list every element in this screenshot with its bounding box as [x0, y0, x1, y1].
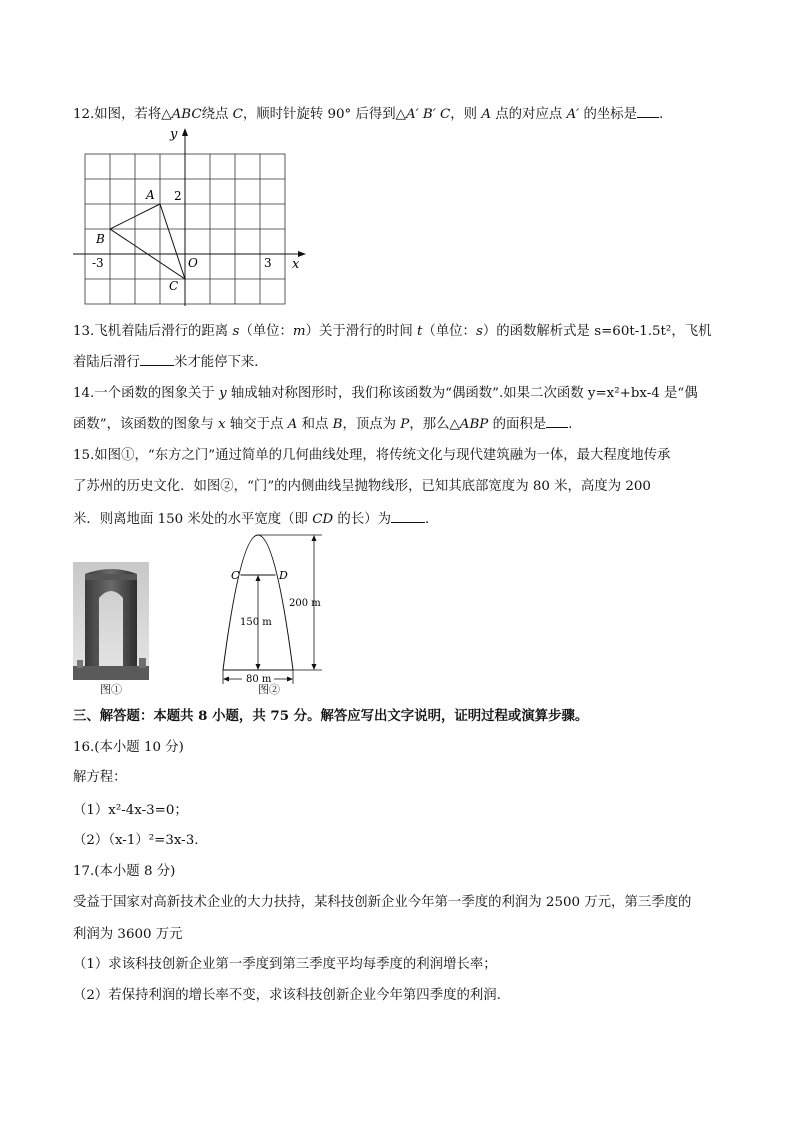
point-a-label: A: [146, 188, 155, 202]
q13-line1: 13.飞机着陆后滑行的距离 s（单位：m）关于滑行的时间 t（单位：s）的函数解析式是 s=60t-1.5t²，飞机: [73, 324, 712, 339]
origin-label: O: [188, 256, 198, 270]
answer-blank[interactable]: [391, 508, 425, 523]
point-c-label: C: [169, 279, 179, 293]
q12-text: 12.如图，若将△ABC绕点 C，顺时针旋转 90° 后得到△A′ B′ C，则 A 点的对应点 A′ 的坐标是 .: [73, 103, 663, 125]
q17-part2: （2）若保持利润的增长率不变，求该科技创新企业今年第四季度的利润.: [73, 988, 501, 1003]
q16-intro: 解方程：: [73, 770, 127, 785]
q15-line2: 了苏州的历史文化．如图②，“门”的内侧曲线呈抛物线形，已知其底部宽度为 80 米，高度为 200: [73, 479, 651, 494]
q16-part2: （2）（x-1）²=3x-3.: [73, 833, 199, 848]
point-b-label: B: [96, 232, 105, 246]
y-axis-label: y: [170, 127, 178, 142]
x-axis-label: x: [292, 257, 300, 272]
triangle-abc: [110, 204, 185, 279]
q16-part1: （1）x²-4x-3=0；: [73, 803, 188, 818]
point-d-label: D: [279, 569, 288, 582]
fig2-caption: 图②: [258, 683, 280, 696]
q14-line2: 函数”，该函数的图象与 x 轴交于点 A 和点 B，顶点为 P，那么△ABP 的面积是 .: [73, 413, 572, 435]
q16-title: 16.(本小题 10 分): [73, 740, 184, 755]
q12-coordinate-grid: [70, 126, 310, 306]
height-200-label: 200 m: [289, 598, 321, 609]
q17-line1: 受益于国家对高新技术企业的大力扶持，某科技创新企业今年第一季度的利润为 2500 万元，第三季度的: [73, 895, 692, 910]
q17-title: 17.(本小题 8 分): [73, 864, 176, 879]
point-c-label: C: [231, 569, 240, 582]
q15-line1: 15.如图①，“东方之门”通过简单的几何曲线处理，将传统文化与现代建筑融为一体，最大程度地传承: [73, 448, 671, 463]
q13-line2: 着陆后滑行 米才能停下来．: [73, 351, 268, 373]
answer-blank[interactable]: [140, 351, 174, 366]
height-150-label: 150 m: [240, 617, 272, 628]
fig1-caption: 图①: [100, 683, 122, 696]
tick-label-neg3: -3: [92, 256, 104, 270]
q17-line2: 利润为 3600 万元: [73, 927, 183, 942]
gate-of-orient-photo: [73, 562, 149, 680]
q17-part1: （1）求该科技创新企业第一季度到第三季度平均每季度的利润增长率；: [73, 957, 497, 972]
tick-label-2: 2: [174, 189, 182, 203]
y-axis-arrow: [182, 128, 188, 136]
width-80-label: 80 m: [246, 674, 272, 685]
section-header: 三、解答题：本题共 8 小题，共 75 分。解答应写出文字说明，证明过程或演算步骤。: [73, 708, 589, 724]
q15-line3: 米．则离地面 150 米处的水平宽度（即 CD 的长）为 ．: [73, 508, 438, 530]
answer-blank[interactable]: [637, 103, 659, 118]
answer-blank[interactable]: [546, 413, 568, 428]
tick-label-3: 3: [264, 256, 272, 270]
q14-line1: 14.一个函数的图象关于 y 轴成轴对称图形时，我们称该函数为“偶函数”.如果二次函数 y=x²+bx-4 是“偶: [73, 386, 698, 401]
parabola-diagram: [218, 530, 328, 686]
